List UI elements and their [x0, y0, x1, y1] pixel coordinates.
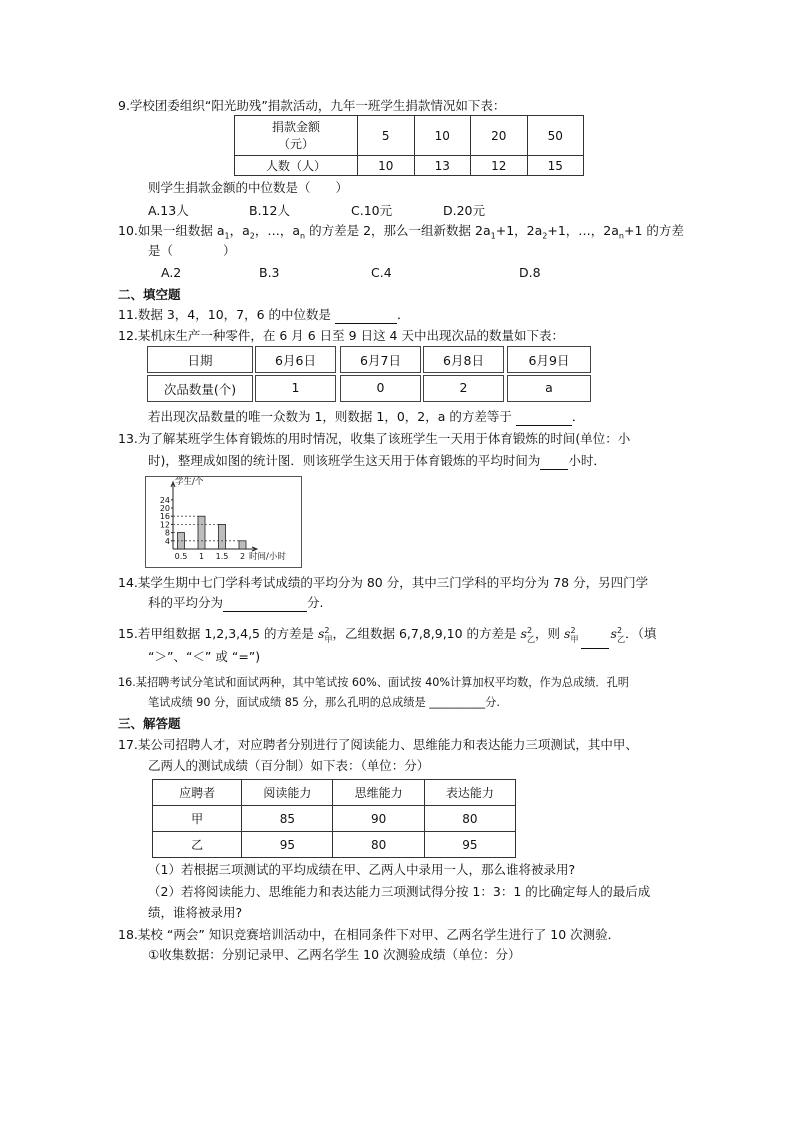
variance-sub: 乙: [617, 634, 626, 644]
q15-text: ，乙组数据 6,7,8,9,10 的方差是: [332, 626, 521, 642]
x-tick-label: 1: [198, 552, 205, 561]
q9-table: [234, 115, 584, 176]
q9-option-a: A.13人: [148, 203, 189, 218]
variance-symbol: s: [520, 626, 527, 642]
q17-cell: 85: [242, 806, 333, 832]
bar: [219, 524, 226, 549]
q17-cell: 80: [424, 806, 515, 832]
q10-text: ，…，a: [254, 223, 301, 238]
q17-header: 思维能力: [333, 780, 424, 806]
q15-text: ，则: [535, 626, 565, 642]
q15-text: ．（填: [625, 626, 657, 642]
q17-cell: 甲: [153, 806, 242, 832]
q12-header: 6月9日: [528, 353, 570, 368]
q12-cell: a: [545, 380, 553, 395]
exercise-time-bar-chart: [145, 476, 302, 568]
q12-header: 6月7日: [360, 353, 401, 368]
q15-answer-blank[interactable]: [581, 635, 609, 649]
q13-line1: 13.为了解某班学生体育锻炼的用时情况，收集了该班学生一天用于体育锻炼的时间(单位：小: [118, 431, 631, 446]
x-tick-label: 1.5: [215, 552, 229, 561]
q12-question: [148, 408, 584, 426]
x-tick-label: 0.5: [174, 552, 188, 561]
q14-text: 科的平均分为: [148, 595, 224, 610]
q9-question: 则学生捐款金额的中位数是（ ）: [148, 180, 349, 195]
y-tick-label: 20: [159, 504, 170, 513]
q9-option-b: B.12人: [249, 203, 290, 218]
q9-option-c: C.10元: [351, 203, 393, 218]
bar: [239, 541, 246, 549]
q17-cell: 95: [242, 832, 333, 858]
q10-sub: 2: [249, 231, 255, 241]
q14-line2: [148, 594, 324, 612]
q9-header-amount: [235, 116, 358, 156]
q16-line1: 16.某招聘考试分笔试和面试两种，其中笔试按 60%、面试按 40%计算加权平均数，作为总成绩．孔明: [118, 676, 629, 689]
variance-symbol: s: [317, 626, 325, 642]
q17-sub1: （1）若根据三项测试的平均成绩在甲、乙两人中录用一人，那么谁将被录用?: [148, 862, 576, 877]
q15-text: 15.若甲组数据 1,2,3,4,5 的方差是: [118, 626, 318, 642]
q11-end: ．: [397, 307, 410, 322]
q17-cell: 90: [333, 806, 424, 832]
q9-count-cell: 13: [414, 156, 471, 176]
q11-stem: [118, 306, 410, 324]
q9-stem: 9.学校团委组织“阳光助残”捐款活动，九年一班学生捐款情况如下表：: [118, 98, 506, 113]
q9-amount-cell: 20: [471, 116, 528, 156]
section-heading-answer: 三、解答题: [118, 716, 181, 731]
q13-text: 时)，整理成如图的统计图．则该班学生这天用于体育锻炼的平均时间为: [148, 453, 541, 468]
variance-sub: 乙: [527, 634, 536, 644]
q12-question-text: 若出现次品数量的唯一众数为 1，则数据 1，0，2，a 的方差等于: [148, 409, 512, 424]
q12-row-label: 次品数量(个): [163, 382, 237, 397]
q10-sub: n: [618, 231, 624, 241]
q13-answer-blank[interactable]: [540, 456, 568, 470]
q10-option-b: B.3: [259, 265, 280, 280]
variance-symbol: s: [564, 626, 571, 642]
q16-line2: 笔试成绩 90 分，面试成绩 85 分，那么孔明的总成绩是 __________分.: [148, 696, 500, 709]
q10-text: +1，2a: [495, 223, 543, 238]
q10-text: +1，…，2a: [547, 223, 619, 238]
q11-text: 11.数据 3，4，10，7，6 的中位数是: [118, 307, 332, 322]
q9-amount-cell: 10: [414, 116, 471, 156]
variance-symbol: s: [610, 626, 617, 642]
q10-stem-line2: 是（ ）: [148, 243, 236, 258]
q11-answer-blank[interactable]: [335, 310, 397, 324]
q12-cell: 2: [459, 380, 468, 395]
q9-amount-cell: 50: [527, 116, 584, 156]
q12-cell: 1: [291, 380, 300, 395]
q9-count-cell: 12: [471, 156, 528, 176]
q10-option-c: C.4: [371, 265, 392, 280]
y-axis-label: 学生/个: [175, 477, 204, 487]
q10-text: 10.如果一组数据 a: [118, 223, 225, 238]
q18-line2: ①收集数据：分别记录甲、乙两名学生 10 次测验成绩（单位：分）: [148, 947, 521, 962]
y-tick-label: 8: [164, 528, 170, 538]
variance-sup: 2: [324, 626, 330, 635]
q17-header: 表达能力: [424, 780, 515, 806]
section-heading-fill: 二、填空题: [118, 287, 181, 302]
q10-sub: 1: [224, 231, 230, 241]
q9-count-cell: 10: [358, 156, 415, 176]
variance-sup: 2: [526, 626, 533, 635]
q10-option-d: D.8: [519, 265, 541, 280]
q13-line2: [148, 452, 606, 470]
q18-line1: 18.某校 “两会” 知识竞赛培训活动中，在相同条件下对甲、乙两名学生进行了 10 次测验．: [118, 927, 621, 942]
q14-answer-blank[interactable]: [223, 598, 307, 612]
q12-header: 6月8日: [443, 353, 484, 368]
q9-option-d: D.20元: [443, 203, 486, 218]
y-tick-label: 16: [159, 512, 170, 522]
y-tick-label: 4: [164, 536, 170, 546]
x-axis-label: 时间/小时: [249, 552, 286, 562]
q17-line1: 17.某公司招聘人才，对应聘者分别进行了阅读能力、思维能力和表达能力三项测试，其中甲、: [118, 737, 638, 752]
q9-count-cell: 15: [527, 156, 584, 176]
q10-text: 的方差是 2，那么一组新数据 2a: [305, 223, 491, 238]
q12-header: 6月6日: [275, 353, 316, 368]
variance-sub: 甲: [570, 634, 579, 644]
q12-answer-blank[interactable]: [516, 412, 572, 426]
q10-text: +1 的方差: [623, 223, 684, 238]
y-tick-label: 24: [159, 495, 170, 505]
q17-table: [152, 779, 516, 858]
q9-count-label: 人数（人）: [235, 156, 358, 176]
q17-header: 阅读能力: [242, 780, 333, 806]
q17-cell: 95: [424, 832, 515, 858]
q12-stem: 12.某机床生产一种零件，在 6 月 6 日至 9 日这 4 天中出现次品的数量如下表：: [118, 328, 564, 343]
q12-header: 日期: [187, 353, 213, 368]
q14-line1: 14.某学生期中七门学科考试成绩的平均分为 80 分，其中三门学科的平均分为 78 分，另四门学: [118, 575, 649, 590]
q12-cell: 0: [376, 380, 385, 395]
q9-amount-unit: （元）: [277, 136, 314, 151]
y-tick-label: 12: [159, 520, 170, 530]
variance-sup: 2: [616, 626, 623, 635]
variance-sup: 2: [570, 626, 576, 635]
q12-end: ．: [571, 409, 585, 424]
q15-line2: “＞”、“＜” 或 “=”): [148, 649, 261, 664]
q10-sub: 2: [542, 231, 548, 241]
q17-cell: 乙: [153, 832, 242, 858]
q15-line1: [118, 622, 656, 649]
q17-line2: 乙两人的测试成绩（百分制）如下表：（单位：分）: [148, 758, 430, 773]
q17-header: 应聘者: [153, 780, 242, 806]
q9-amount-cell: 5: [358, 116, 415, 156]
q10-text: ，a: [229, 223, 250, 238]
q9-amount-label: 捐款金额: [271, 119, 320, 134]
q14-text: 分.: [307, 595, 324, 610]
x-tick-label: 2: [239, 552, 246, 561]
bar: [198, 516, 205, 549]
q17-sub2-line1: （2）若将阅读能力、思维能力和表达能力三项测试得分按 1：3：1 的比确定每人的最后成: [148, 884, 651, 899]
q10-option-a: A.2: [161, 265, 182, 280]
q17-cell: 80: [333, 832, 424, 858]
q12-table: [147, 346, 591, 403]
q13-text: 小时．: [568, 453, 606, 468]
q10-sub: 1: [490, 231, 496, 241]
q10-sub: n: [300, 231, 306, 241]
variance-sub: 甲: [324, 634, 333, 644]
q17-sub2-line2: 绩，谁将被录用?: [148, 905, 243, 920]
